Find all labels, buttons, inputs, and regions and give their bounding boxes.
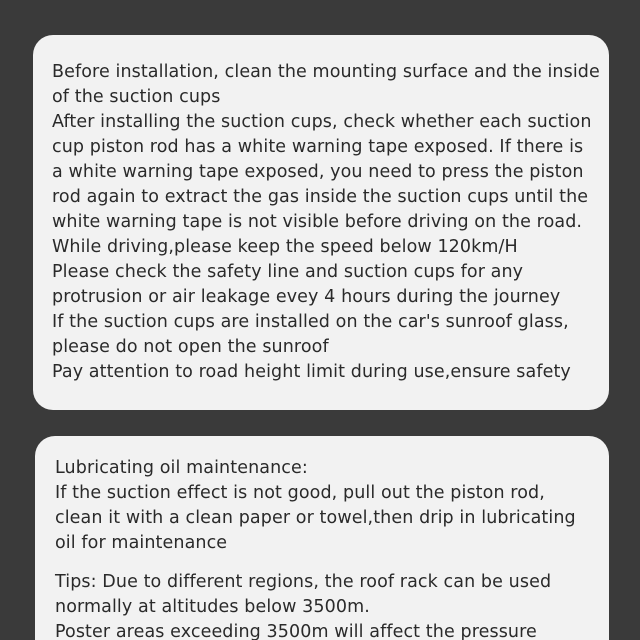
text-line: rod again to extract the gas inside the suction cups until the — [52, 187, 589, 207]
paragraph-gap — [55, 556, 607, 570]
text-line: protrusion or air leakage evey 4 hours during the journey — [52, 287, 561, 307]
text-line: oil for maintenance — [55, 533, 228, 553]
text-line: of the suction cups — [52, 87, 221, 107]
tips-line: Poster areas exceeding 3500m will affect the pressure — [55, 622, 537, 640]
tips-line: normally at altitudes below 3500m. — [55, 597, 370, 617]
text-line: Lubricating oil maintenance: — [55, 458, 308, 478]
text-line: cup piston rod has a white warning tape exposed. If there is — [52, 137, 584, 157]
installation-notes-text — [52, 60, 612, 385]
maintenance-notes-text — [55, 456, 607, 640]
text-line: please do not open the sunroof — [52, 337, 329, 357]
text-line: Before installation, clean the mounting surface and the inside — [52, 62, 600, 82]
text-line: clean it with a clean paper or towel,then drip in lubricating — [55, 508, 576, 528]
text-line: white warning tape is not visible before driving on the road. — [52, 212, 583, 232]
maintenance-notes-card — [35, 436, 609, 640]
installation-notes-card — [33, 35, 609, 410]
text-line: If the suction effect is not good, pull out the piston rod, — [55, 483, 545, 503]
text-line: While driving,please keep the speed below 120km/H — [52, 237, 518, 257]
tips-line: Tips: Due to different regions, the roof rack can be used — [55, 572, 552, 592]
text-line: If the suction cups are installed on the car's sunroof glass, — [52, 312, 569, 332]
text-line: a white warning tape exposed, you need to press the piston — [52, 162, 584, 182]
text-line: Pay attention to road height limit during use,ensure safety — [52, 362, 571, 382]
text-line: Please check the safety line and suction cups for any — [52, 262, 524, 282]
text-line: After installing the suction cups, check whether each suction — [52, 112, 592, 132]
